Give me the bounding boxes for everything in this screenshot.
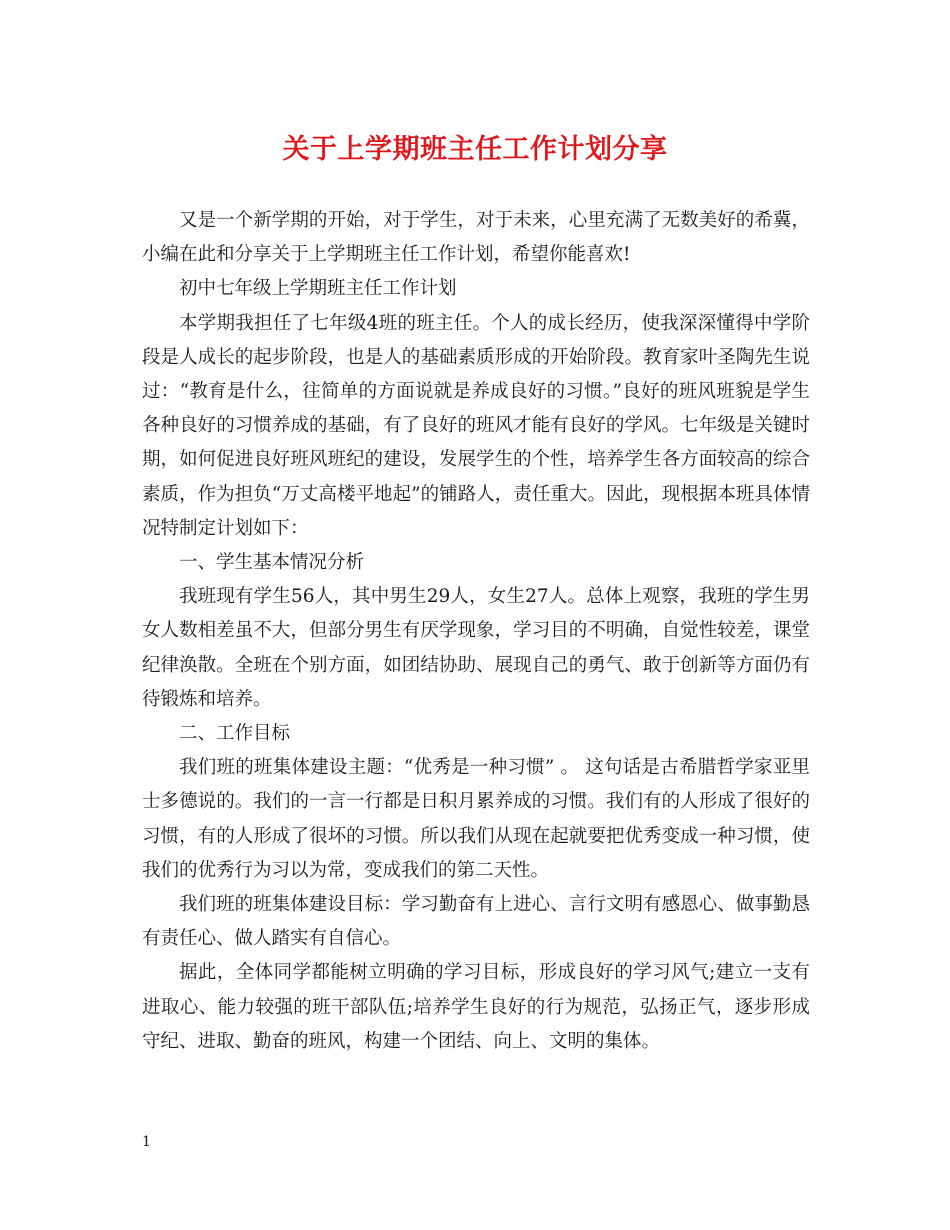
document-body bbox=[142, 204, 810, 1059]
section-heading: 二、工作目标 bbox=[179, 723, 291, 745]
intro-paragraph: 又是一个新学期的开始，对于学生，对于未来，心里充满了无数美好的希冀，小编在此和分享关于上学期班主任工作计划，希望你能喜欢! bbox=[142, 210, 810, 266]
body-paragraph: 我们班的班集体建设主题：“优秀是一种习惯” 。 这句话是古希腊哲学家亚里士多德说的。我们的一言一行都是日积月累养成的习惯。我们有的人形成了很好的习惯，有的人形成了很坏的习惯。所以我们从现在起就要把优秀变成一种习惯，使我们的优秀行为习以为常，变成我们的第二天性。 bbox=[142, 757, 810, 881]
body-paragraph: 据此，全体同学都能树立明确的学习目标，形成良好的学习风气;建立一支有进取心、能力较强的班干部队伍;培养学生良好的行为规范，弘扬正气，逐步形成守纪、进取、勤奋的班风，构建一个团结、向上、文明的集体。 bbox=[142, 962, 810, 1052]
page-number: 1 bbox=[142, 1134, 151, 1150]
body-paragraph: 我班现有学生56人，其中男生29人，女生27人。总体上观察，我班的学生男女人数相差虽不大，但部分男生有厌学现象，学习目的不明确，自觉性较差，课堂纪律涣散。全班在个别方面，如团结协助、展现自己的勇气、敢于创新等方面仍有待锻炼和培养。 bbox=[142, 586, 810, 710]
document-title: 关于上学期班主任工作计划分享 bbox=[282, 134, 668, 165]
plan-heading: 初中七年级上学期班主任工作计划 bbox=[179, 278, 457, 300]
section-heading: 一、学生基本情况分析 bbox=[179, 552, 365, 574]
body-paragraph: 我们班的班集体建设目标：学习勤奋有上进心、言行文明有感恩心、做事勤恳有责任心、做人踏实有自信心。 bbox=[142, 894, 810, 950]
body-paragraph: 本学期我担任了七年级4班的班主任。个人的成长经历，使我深深懂得中学阶段是人成长的起步阶段，也是人的基础素质形成的开始阶段。教育家叶圣陶先生说过：“教育是什么，往简单的方面说就是养成良好的习惯。”良好的班风班貌是学生各种良好的习惯养成的基础，有了良好的班风才能有良好的学风。七年级是关键时期，如何促进良好班风班纪的建设，发展学生的个性，培养学生各方面较高的综合素质，作为担负“万丈高楼平地起”的铺路人，责任重大。因此，现根据本班具体情况特制定计划如下： bbox=[142, 312, 810, 539]
